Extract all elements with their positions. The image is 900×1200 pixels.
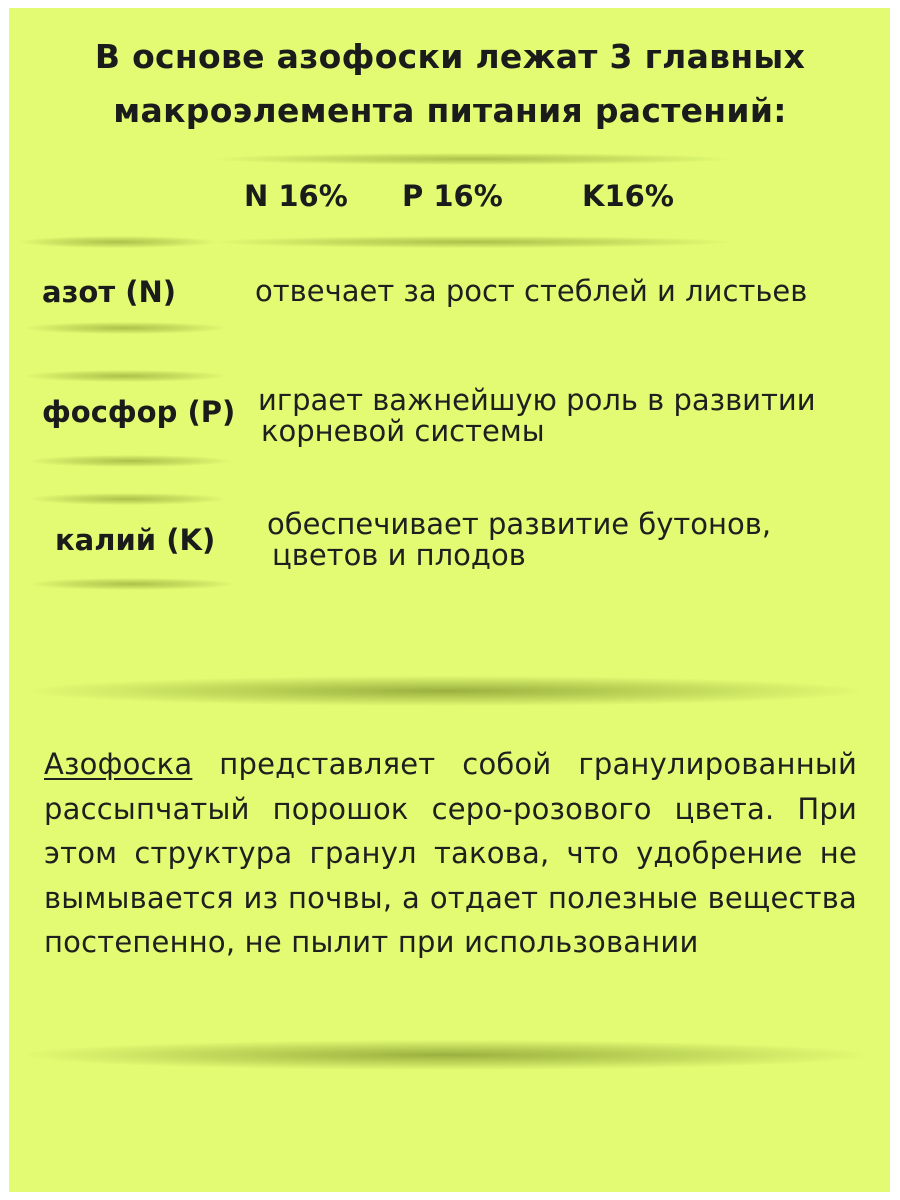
label-shadow <box>20 236 215 248</box>
nitrogen-percent: N 16% <box>244 179 348 213</box>
desc-line: обеспечивает развитие бутонов, <box>267 507 772 541</box>
desc-line: отвечает за рост стеблей и листьев <box>255 274 808 308</box>
phosphorus-percent: P 16% <box>402 179 503 213</box>
element-name-potassium: калий (K) <box>55 523 216 557</box>
page-title <box>0 30 900 138</box>
section-shadow <box>30 676 860 706</box>
title-line-1: В основе азофоски лежат 3 главных <box>94 37 806 76</box>
element-desc-potassium <box>267 509 771 571</box>
section-shadow <box>25 1040 865 1070</box>
label-shadow <box>30 578 235 590</box>
description-paragraph <box>44 742 857 965</box>
element-name-nitrogen: азот (N) <box>42 275 177 309</box>
label-shadow <box>30 455 230 467</box>
paragraph-text: представляет собой гранулированный рассыпчатый порошок серо-розового цвета. При этом структура гранул такова, что удобрение не вымывается из почвы, а отдает полезные вещества постепенно, не пылит при использовании <box>44 747 857 959</box>
desc-line: корневой системы <box>261 414 545 448</box>
potassium-percent: K16% <box>582 179 674 213</box>
desc-line: цветов и плодов <box>272 538 526 572</box>
term-underlined: Азофоска <box>44 747 193 781</box>
element-desc-phosphorus <box>258 385 816 447</box>
divider-shadow <box>215 153 730 165</box>
desc-line: играет важнейшую роль в развитии <box>258 383 816 417</box>
title-line-2: макроэлемента питания растений: <box>113 91 787 130</box>
divider-shadow <box>215 236 730 248</box>
label-shadow <box>25 370 225 382</box>
element-name-phosphorus: фосфор (P) <box>42 395 236 429</box>
label-shadow <box>25 322 225 334</box>
element-desc-nitrogen <box>255 276 807 307</box>
label-shadow <box>30 493 225 505</box>
